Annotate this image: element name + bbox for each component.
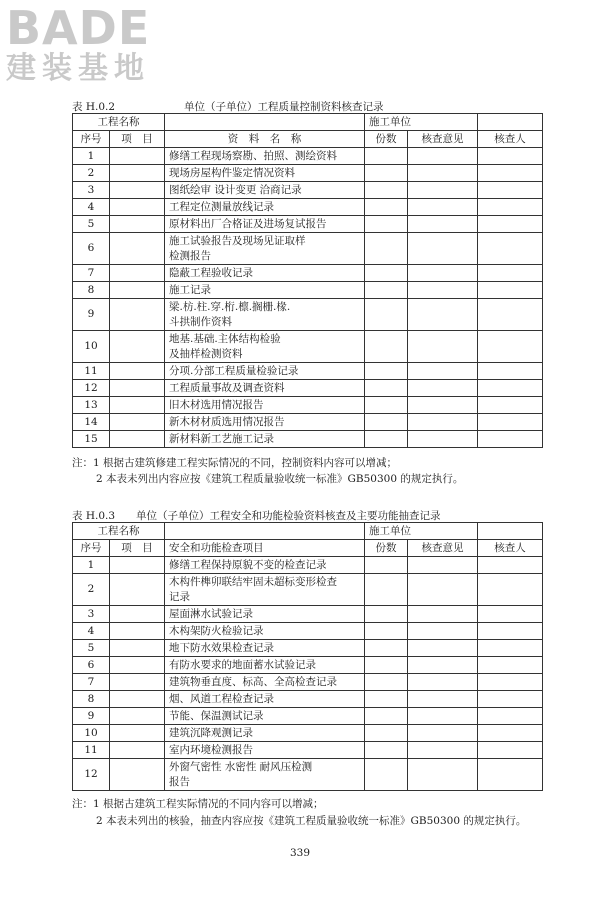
header-item: 项 目 [110, 540, 165, 557]
row-opinion [408, 165, 478, 182]
row-item [110, 657, 165, 674]
row-material-line: 建筑物垂直度、标高、全高检查记录 [169, 675, 337, 688]
row-material-name [165, 742, 365, 759]
row-checker [478, 640, 543, 657]
row-material-line: 施工记录 [169, 283, 211, 296]
row-material-line-2: 检测报告 [169, 249, 211, 262]
header-copies: 份数 [365, 540, 408, 557]
project-name-label: 工程名称 [73, 114, 165, 131]
row-material-line: 节能、保温测试记录 [169, 709, 264, 722]
row-checker [478, 282, 543, 299]
row-material-name [165, 233, 365, 265]
row-number: 10 [73, 725, 110, 742]
row-item [110, 380, 165, 397]
row-number: 8 [73, 691, 110, 708]
row-item [110, 431, 165, 448]
row-opinion [408, 233, 478, 265]
row-material-name [165, 148, 365, 165]
row-checker [478, 623, 543, 640]
row-checker [478, 233, 543, 265]
table2 [72, 522, 543, 791]
row-item [110, 233, 165, 265]
row-material-name [165, 708, 365, 725]
row-item [110, 759, 165, 791]
row-material-line: 新木材材质选用情况报告 [169, 415, 285, 428]
table-row [73, 640, 543, 657]
project-name-value [165, 523, 365, 540]
row-item [110, 725, 165, 742]
row-material-name [165, 414, 365, 431]
row-number: 8 [73, 282, 110, 299]
header-checker: 核查人 [478, 131, 543, 148]
row-item [110, 265, 165, 282]
header-copies: 份数 [365, 131, 408, 148]
row-material-name [165, 331, 365, 363]
row-material-line: 旧木材选用情况报告 [169, 398, 264, 411]
row-material-line: 有防水要求的地面蓄水试验记录 [169, 658, 316, 671]
logo-subtitle: 建装基地 [6, 51, 150, 86]
row-material-name [165, 216, 365, 233]
row-checker [478, 606, 543, 623]
row-copies [365, 199, 408, 216]
table-row [73, 623, 543, 640]
table1-number: 表 H.0.2 [72, 101, 116, 113]
row-checker [478, 574, 543, 606]
row-material-line: 室内环境检测报告 [169, 743, 253, 756]
table-row [73, 674, 543, 691]
row-item [110, 708, 165, 725]
row-copies [365, 363, 408, 380]
row-item [110, 182, 165, 199]
row-opinion [408, 199, 478, 216]
project-name-label: 工程名称 [73, 523, 165, 540]
row-opinion [408, 414, 478, 431]
row-opinion [408, 725, 478, 742]
table-row [73, 657, 543, 674]
row-opinion [408, 265, 478, 282]
row-material-name [165, 299, 365, 331]
row-material-name [165, 759, 365, 791]
row-copies [365, 574, 408, 606]
row-opinion [408, 742, 478, 759]
row-item [110, 216, 165, 233]
table1-project-row [73, 114, 543, 131]
row-copies [365, 397, 408, 414]
row-number: 4 [73, 623, 110, 640]
row-number: 5 [73, 640, 110, 657]
row-item [110, 606, 165, 623]
row-material-name [165, 725, 365, 742]
row-number: 14 [73, 414, 110, 431]
table-row [73, 165, 543, 182]
row-material-line-2: 记录 [169, 590, 190, 603]
row-copies [365, 265, 408, 282]
row-number: 10 [73, 331, 110, 363]
row-item [110, 691, 165, 708]
header-item: 项 目 [110, 131, 165, 148]
row-material-name [165, 282, 365, 299]
row-number: 3 [73, 606, 110, 623]
row-item [110, 299, 165, 331]
table-row [73, 574, 543, 606]
row-copies [365, 759, 408, 791]
row-copies [365, 674, 408, 691]
construction-unit-label: 施工单位 [365, 114, 478, 131]
row-material-name [165, 182, 365, 199]
table-row [73, 299, 543, 331]
row-checker [478, 691, 543, 708]
row-copies [365, 606, 408, 623]
table2-note-2-line [72, 814, 526, 829]
row-number: 5 [73, 216, 110, 233]
row-checker [478, 657, 543, 674]
table-row [73, 431, 543, 448]
row-material-line: 梁.枋.柱.穿.桁.檩.搁栅.椽. [169, 300, 291, 313]
row-checker [478, 708, 543, 725]
row-copies [365, 657, 408, 674]
row-checker [478, 725, 543, 742]
row-material-name [165, 363, 365, 380]
row-number: 4 [73, 199, 110, 216]
row-item [110, 574, 165, 606]
row-copies [365, 431, 408, 448]
row-copies [365, 691, 408, 708]
row-checker [478, 331, 543, 363]
table1-title: 单位（子单位）工程质量控制资料核查记录 [184, 101, 384, 113]
row-material-name [165, 380, 365, 397]
table-row [73, 691, 543, 708]
row-material-line: 修缮工程保持原貌不变的检查记录 [169, 558, 327, 571]
row-material-line-2: 及抽样检测资料 [169, 347, 243, 360]
logo-brand: BADE [6, 1, 151, 55]
row-copies [365, 331, 408, 363]
row-checker [478, 148, 543, 165]
row-material-name [165, 657, 365, 674]
row-number: 11 [73, 363, 110, 380]
row-item [110, 414, 165, 431]
row-material-line: 外窗气密性 水密性 耐风压检测 [169, 760, 313, 773]
row-opinion [408, 182, 478, 199]
table-row [73, 708, 543, 725]
row-material-name [165, 165, 365, 182]
row-copies [365, 640, 408, 657]
row-number: 7 [73, 265, 110, 282]
row-opinion [408, 759, 478, 791]
table-row [73, 265, 543, 282]
row-checker [478, 414, 543, 431]
row-material-name [165, 265, 365, 282]
row-material-line: 建筑沉降观测记录 [169, 726, 253, 739]
row-material-line: 屋面淋水试验记录 [169, 607, 253, 620]
row-material-name [165, 606, 365, 623]
table2-note-2: 2 本表未列出的核验，抽查内容应按《建筑工程质量验收统一标准》GB50300 的规定执行。 [96, 815, 527, 827]
row-number: 11 [73, 742, 110, 759]
row-material-name [165, 623, 365, 640]
row-item [110, 165, 165, 182]
row-number: 2 [73, 165, 110, 182]
header-material: 安全和功能检查项目 [165, 540, 365, 557]
row-number: 7 [73, 674, 110, 691]
row-number: 15 [73, 431, 110, 448]
row-copies [365, 182, 408, 199]
row-number: 12 [73, 380, 110, 397]
table-row [73, 233, 543, 265]
table1-note-2: 2 本表未列出内容应按《建筑工程质量验收统一标准》GB50300 的规定执行。 [96, 473, 464, 485]
table-row [73, 331, 543, 363]
row-material-name [165, 557, 365, 574]
row-material-name [165, 397, 365, 414]
row-material-name [165, 199, 365, 216]
header-seq: 序号 [73, 131, 110, 148]
table1-caption [72, 99, 384, 114]
row-item [110, 674, 165, 691]
header-opinion: 核查意见 [408, 131, 478, 148]
table-row [73, 414, 543, 431]
row-material-line: 地下防水效果检查记录 [169, 641, 274, 654]
row-checker [478, 674, 543, 691]
row-opinion [408, 606, 478, 623]
row-material-line: 修缮工程现场察勘、拍照、测绘资料 [169, 149, 337, 162]
row-item [110, 623, 165, 640]
table2-header-row [73, 540, 543, 557]
row-copies [365, 742, 408, 759]
row-item [110, 742, 165, 759]
construction-unit-label: 施工单位 [365, 523, 478, 540]
row-number: 9 [73, 299, 110, 331]
table-row [73, 759, 543, 791]
row-material-line: 木构架防火检验记录 [169, 624, 264, 637]
row-opinion [408, 657, 478, 674]
table2-title: 单位（子单位）工程安全和功能检验资料核查及主要功能抽查记录 [136, 510, 441, 522]
row-material-line-2: 报告 [169, 775, 190, 788]
row-opinion [408, 708, 478, 725]
table1-note-1: 注：1 根据古建筑修建工程实际情况的不同，控制资料内容可以增减； [72, 457, 398, 469]
row-item [110, 331, 165, 363]
header-checker: 核查人 [478, 540, 543, 557]
row-material-line: 隐蔽工程验收记录 [169, 266, 253, 279]
table2-caption [72, 508, 441, 523]
row-material-line: 分项.分部工程质量检验记录 [169, 364, 299, 377]
header-material: 资 料 名 称 [165, 131, 365, 148]
header-opinion: 核查意见 [408, 540, 478, 557]
row-copies [365, 557, 408, 574]
row-checker [478, 199, 543, 216]
row-number: 6 [73, 233, 110, 265]
row-material-line: 木构件榫卯联结牢固未超标变形检查 [169, 575, 337, 588]
bade-logo [6, 1, 176, 86]
table-row [73, 282, 543, 299]
table-row [73, 216, 543, 233]
row-number: 13 [73, 397, 110, 414]
row-checker [478, 216, 543, 233]
row-number: 2 [73, 574, 110, 606]
row-copies [365, 299, 408, 331]
table-row [73, 725, 543, 742]
row-copies [365, 148, 408, 165]
row-material-name [165, 574, 365, 606]
row-copies [365, 282, 408, 299]
construction-unit-value [478, 114, 543, 131]
row-material-name [165, 674, 365, 691]
row-checker [478, 182, 543, 199]
row-item [110, 640, 165, 657]
row-material-line: 原材料出厂合格证及进场复试报告 [169, 217, 327, 230]
table1-note-2-line [72, 472, 463, 487]
row-opinion [408, 397, 478, 414]
row-checker [478, 557, 543, 574]
table2-note-1: 注：1 根据古建筑工程实际情况的不同内容可以增减； [72, 798, 324, 810]
row-number: 12 [73, 759, 110, 791]
row-number: 1 [73, 148, 110, 165]
row-number: 6 [73, 657, 110, 674]
row-material-line: 烟、风道工程检查记录 [169, 692, 274, 705]
table-row [73, 199, 543, 216]
row-material-name [165, 431, 365, 448]
row-item [110, 282, 165, 299]
row-material-line-2: 斗拱制作资料 [169, 315, 232, 328]
row-opinion [408, 331, 478, 363]
table1 [72, 113, 543, 448]
table-row [73, 557, 543, 574]
row-material-line: 地基.基础.主体结构检验 [169, 332, 281, 345]
row-opinion [408, 674, 478, 691]
table-row [73, 380, 543, 397]
row-opinion [408, 691, 478, 708]
row-item [110, 557, 165, 574]
row-item [110, 199, 165, 216]
row-opinion [408, 431, 478, 448]
construction-unit-value [478, 523, 543, 540]
table1-header-row [73, 131, 543, 148]
row-checker [478, 380, 543, 397]
row-opinion [408, 216, 478, 233]
table-row [73, 363, 543, 380]
row-checker [478, 363, 543, 380]
row-material-line: 现场房屋构件鉴定情况资料 [169, 166, 295, 179]
row-material-name [165, 640, 365, 657]
row-checker [478, 299, 543, 331]
row-number: 9 [73, 708, 110, 725]
row-opinion [408, 282, 478, 299]
row-material-line: 工程质量事故及调查资料 [169, 381, 285, 394]
row-number: 1 [73, 557, 110, 574]
row-material-line: 工程定位测量放线记录 [169, 200, 274, 213]
row-opinion [408, 557, 478, 574]
row-checker [478, 431, 543, 448]
row-opinion [408, 640, 478, 657]
row-checker [478, 265, 543, 282]
row-opinion [408, 299, 478, 331]
row-material-line: 施工试验报告及现场见证取样 [169, 234, 306, 247]
project-name-value [165, 114, 365, 131]
table2-number: 表 H.0.3 [72, 510, 116, 522]
row-copies [365, 708, 408, 725]
row-copies [365, 233, 408, 265]
row-opinion [408, 574, 478, 606]
header-seq: 序号 [73, 540, 110, 557]
row-opinion [408, 148, 478, 165]
row-item [110, 148, 165, 165]
row-checker [478, 397, 543, 414]
table-row [73, 182, 543, 199]
row-copies [365, 380, 408, 397]
row-opinion [408, 380, 478, 397]
table-row [73, 148, 543, 165]
row-number: 3 [73, 182, 110, 199]
row-opinion [408, 623, 478, 640]
table-row [73, 742, 543, 759]
table-row [73, 606, 543, 623]
page-number: 339 [289, 847, 311, 859]
row-material-line: 新材料新工艺施工记录 [169, 432, 274, 445]
row-copies [365, 165, 408, 182]
row-material-line: 图纸绘审 设计变更 洽商记录 [169, 183, 302, 196]
row-checker [478, 742, 543, 759]
row-copies [365, 216, 408, 233]
row-opinion [408, 363, 478, 380]
row-item [110, 363, 165, 380]
row-checker [478, 165, 543, 182]
table2-project-row [73, 523, 543, 540]
table-row [73, 397, 543, 414]
row-copies [365, 623, 408, 640]
row-checker [478, 759, 543, 791]
row-copies [365, 725, 408, 742]
row-material-name [165, 691, 365, 708]
row-copies [365, 414, 408, 431]
row-item [110, 397, 165, 414]
